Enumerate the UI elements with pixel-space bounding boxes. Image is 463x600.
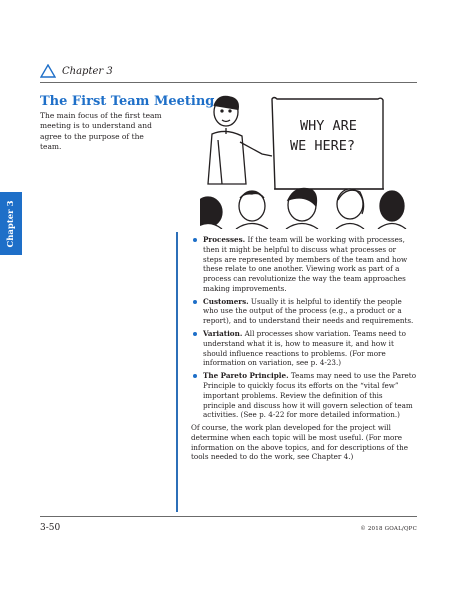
- header-rule: [40, 82, 417, 83]
- section-title: The First Team Meeting: [40, 94, 215, 109]
- meeting-illustration: [200, 94, 410, 229]
- chapter-label: Chapter 3: [62, 65, 113, 77]
- list-item-text: All processes show variation. Teams need to understand what it is, how to measure it, and how it should influence reactions to problems. (For more information on variation, see p. 4-23.): [203, 329, 406, 368]
- chapter-header: [40, 64, 113, 78]
- board-text-line1: WHY ARE: [300, 118, 357, 134]
- flip-chart-icon: [272, 98, 384, 190]
- audience-figures-icon: [200, 188, 406, 229]
- page-number: 3-50: [40, 523, 61, 533]
- chapter-side-tab-label: Chapter 3: [6, 199, 16, 248]
- intro-paragraph: The main focus of the first team meeting is to understand and agree to the purpose of the team.: [40, 111, 162, 152]
- triangle-icon: [40, 64, 56, 78]
- copyright-notice: © 2018 GOAL/QPC: [360, 526, 417, 532]
- list-item: [191, 329, 417, 368]
- list-item-term: The Pareto Principle.: [203, 371, 289, 381]
- footer-rule: [40, 516, 417, 517]
- chapter-side-tab: [0, 192, 22, 255]
- closing-paragraph: Of course, the work plan developed for the project will determine when each topic will be most useful. (For more information on the above topics, and for descriptions of the tools needed to do the work, see Chapter 4.): [191, 423, 408, 462]
- list-item-text: Teams may need to use the Pareto Principle to quickly focus its efforts on the “vital few” important problems. Review the definition of this principle and discuss how it will govern selection of team activities. (See p. 4-22 for more detailed information.): [203, 371, 417, 420]
- list-item: [191, 297, 417, 326]
- topic-list: [191, 235, 417, 420]
- board-text-line2: WE HERE?: [290, 138, 356, 154]
- list-item-term: Processes.: [203, 235, 246, 244]
- list-item-text: If the team will be working with processes, then it might be helpful to discuss what processes or steps are represented by members of the team and how these relate to one another. Viewing work as part of a process can revolutionize the way the team approaches making improvements.: [203, 235, 408, 293]
- list-item: [191, 371, 417, 420]
- presenter-figure-icon: [208, 96, 272, 184]
- list-item-term: Variation.: [203, 329, 243, 339]
- list-item: [191, 235, 417, 294]
- margin-rule: [176, 232, 178, 512]
- list-item-text: Usually it is helpful to identify the people who use the output of the process (e.g., a product or a report), and to understand their needs and requirements.: [203, 296, 414, 326]
- body-text: [191, 235, 417, 462]
- list-item-term: Customers.: [203, 296, 249, 306]
